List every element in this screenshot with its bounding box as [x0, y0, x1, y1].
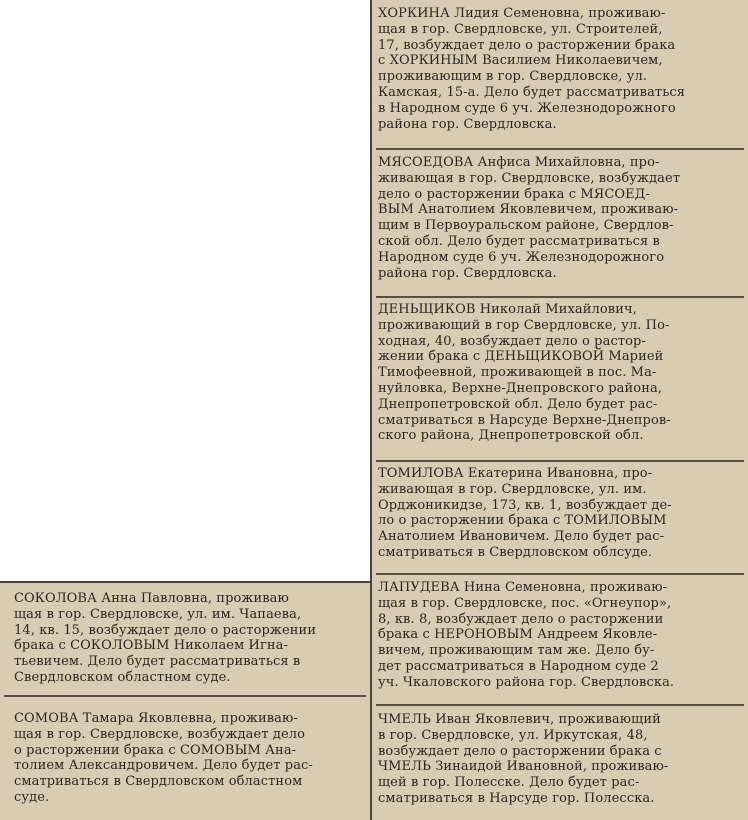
notice-line: в гор. Свердловске, ул. Иркутская, 48, [378, 727, 648, 743]
notice-line: уч. Чкаловского района гор. Свердловска. [378, 674, 675, 690]
separator [4, 695, 366, 697]
notice-line: дело о расторжении брака с МЯСОЕД- [378, 186, 650, 202]
notice-line: щая в гор. Свердловске, возбуждает дело [14, 726, 306, 742]
notice-line: 17, возбуждает дело о расторжении брака [378, 37, 676, 53]
notice-line: щая в гор. Свердловске, пос. «Огнеупор», [378, 595, 672, 611]
notice-line: в Народном суде 6 уч. Железнодорожного [378, 100, 676, 116]
notice-line: тьевичем. Дело будет рассматриваться в [14, 654, 301, 670]
notice-line: с ХОРКИНЫМ Василием Николаевичем, [378, 53, 663, 69]
notice-line: ло о расторжении брака с ТОМИЛОВЫМ [378, 513, 667, 529]
notice-tomilova [378, 466, 742, 561]
separator [376, 460, 744, 462]
notice-line: ЛАПУДЕВА Нина Семеновна, проживаю- [378, 580, 668, 595]
notice-line: Камская, 15-а. Дело будет рассматриваться [378, 84, 686, 100]
notice-line: живающая в гор. Свердловске, возбуждает [378, 170, 681, 186]
notice-line: дет рассматриваться в Народном суде 2 [378, 658, 659, 674]
separator [376, 704, 744, 706]
notice-line: жении брака с ДЕНЬЩИКОВОЙ Марией [378, 349, 664, 365]
notice-lapudeva [378, 580, 742, 691]
notice-line: вичем, проживающим там же. Дело бу- [378, 643, 655, 659]
notice-line: ЧМЕЛЬ Зинаидой Ивановной, проживаю- [378, 759, 669, 775]
notice-line: проживающим в гор. Свердловске, ул. [378, 69, 648, 85]
notice-line: Орджоникидзе, 173, кв. 1, возбуждает де- [378, 497, 672, 513]
notice-line: Тимофеевной, проживающей в пос. Ма- [378, 365, 657, 381]
separator [376, 296, 744, 298]
notice-line: 14, кв. 15, возбуждает дело о расторжении [14, 622, 317, 638]
notice-line: ВЫМ Анатолием Яковлевичем, проживаю- [378, 202, 679, 218]
separator [376, 573, 744, 575]
notice-line: Народном суде 6 уч. Железнодорожного [378, 249, 665, 265]
notice-line: 8, кв. 8, возбуждает дело о расторжении [378, 611, 664, 627]
notice-line: нуйловка, Верхне-Днепровского района, [378, 380, 663, 396]
notice-khorkina [378, 6, 742, 132]
notice-line: ской обл. Дело будет рассматриваться в [378, 233, 660, 249]
notice-line: толием Александровичем. Дело будет рас- [14, 758, 313, 774]
notice-somova [14, 711, 364, 806]
notice-line: ЧМЕЛЬ Иван Яковлевич, проживающий [378, 712, 661, 727]
notice-line: ХОРКИНА Лидия Семеновна, проживаю- [378, 6, 666, 21]
notice-line: ДЕНЬЩИКОВ Николай Михайлович, [378, 302, 637, 317]
notice-line: щей в гор. Полесске. Дело будет рас- [378, 775, 640, 791]
notice-line: сматриваться в Нарсуде гор. Полесска. [378, 790, 655, 806]
notice-line: СОМОВА Тамара Яковлевна, проживаю- [14, 711, 298, 726]
notice-line: живающая в гор. Свердловске, ул. им. [378, 481, 647, 497]
separator [376, 148, 744, 150]
notice-line: МЯСОЕДОВА Анфиса Михайловна, про- [378, 155, 660, 170]
notice-line: сматриваться в Свердловском облсуде. [378, 544, 653, 560]
notice-line: Днепропетровской обл. Дело будет рас- [378, 396, 658, 412]
notice-line: Свердловском областном суде. [14, 669, 231, 685]
notice-line: ТОМИЛОВА Екатерина Ивановна, про- [378, 466, 653, 481]
notice-myasoedova [378, 155, 742, 281]
notice-line: района гор. Свердловска. [378, 116, 557, 132]
notice-line: Анатолием Ивановичем. Дело будет рас- [378, 529, 665, 545]
notice-line: ского района, Днепропетровской обл. [378, 428, 644, 444]
notice-line: сматриваться в Свердловском областном [14, 774, 303, 790]
notice-line: района гор. Свердловска. [378, 265, 557, 281]
notice-sokolova [14, 591, 364, 686]
notice-line: проживающий в гор Свердловске, ул. По- [378, 317, 670, 333]
notice-line: брака с СОКОЛОВЫМ Николаем Игна- [14, 638, 288, 654]
notice-line: СОКОЛОВА Анна Павловна, проживаю [14, 591, 289, 606]
notice-line: возбуждает дело о расторжении брака с [378, 743, 662, 759]
notice-line: сматриваться в Нарсуде Верхне-Днепров- [378, 412, 671, 428]
notice-line: щая в гор. Свердловске, ул. им. Чапаева, [14, 606, 302, 622]
notice-line: брака с НЕРОНОВЫМ Андреем Яковле- [378, 627, 658, 643]
notice-line: ходная, 40, возбуждает дело о растор- [378, 333, 646, 349]
left-column [0, 581, 372, 820]
notice-denshchikov [378, 302, 742, 444]
right-column [370, 0, 748, 820]
notice-line: суде. [14, 789, 50, 805]
notice-chmel [378, 712, 742, 807]
notice-line: щая в гор. Свердловске, ул. Строителей, [378, 21, 663, 37]
notice-line: о расторжении брака с СОМОВЫМ Ана- [14, 742, 297, 758]
notice-line: щим в Первоуральском районе, Свердлов- [378, 218, 674, 234]
